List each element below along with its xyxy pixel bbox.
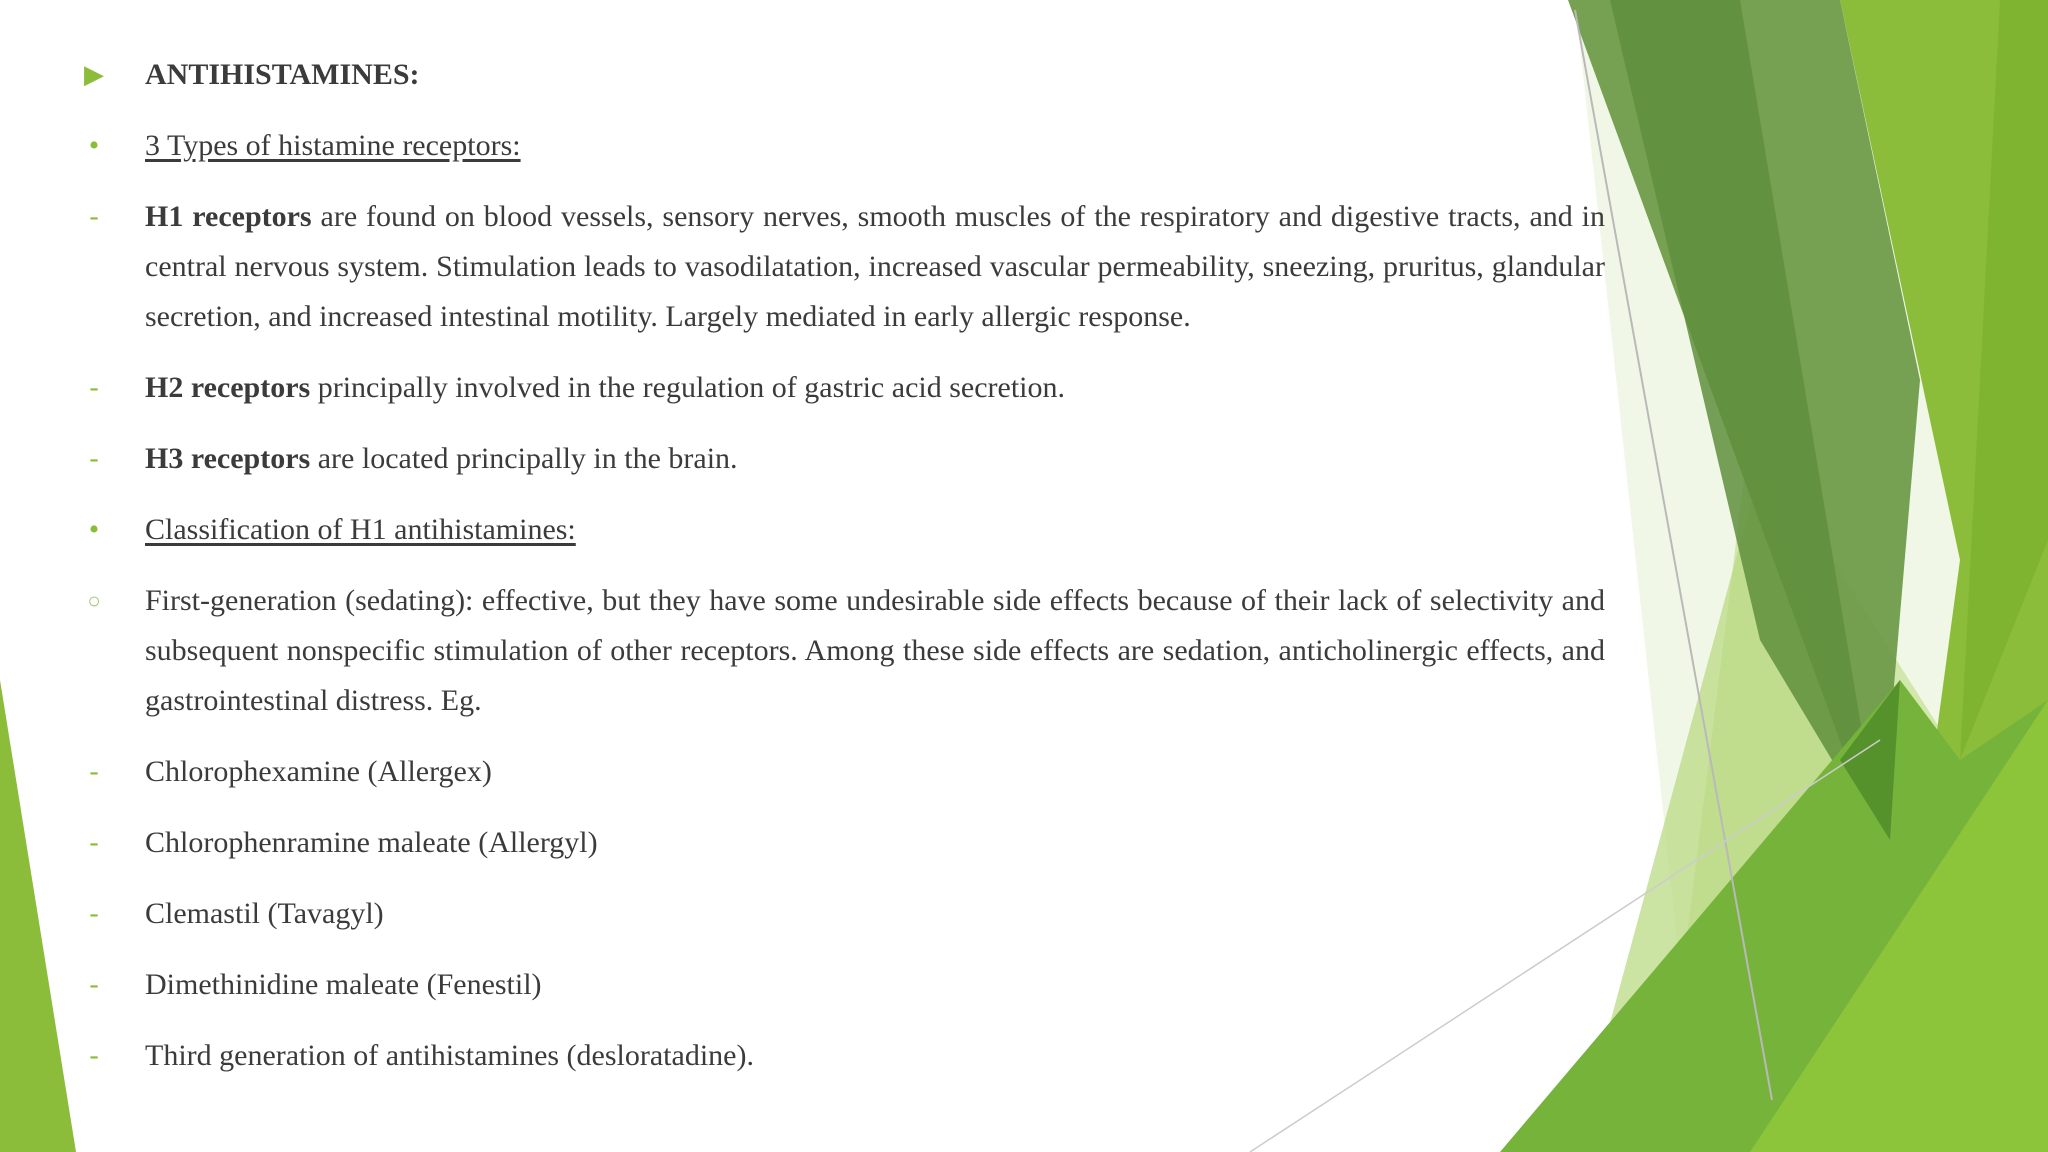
text-h3-receptors: are located principally in the brain.	[310, 442, 738, 475]
bullet-dash-icon: -	[89, 969, 99, 1000]
subheading-receptor-types: 3 Types of histamine receptors:	[145, 129, 521, 162]
drug-dimethinidine: Dimethinidine maleate (Fenestil)	[145, 968, 542, 1001]
paragraph-first-generation: First-generation (sedating): effective, but they have some undesirable side effects because of their lack of selectivity and subsequent nonspecific stimulation of other receptors. Among these side effects are sedation, anticholinergic effects, and gastrointestinal distress. Eg.	[145, 584, 1605, 717]
text-h1-receptors: are found on blood vessels, sensory nerves, smooth muscles of the respiratory and digestive tracts, and in central nervous system. Stimulation leads to vasodilatation, increased vascular permeability, sneezing, pruritus, glandular secretion, and increased intestinal motility. Largely mediated in early allergic response.	[145, 200, 1605, 333]
bullet-dash-icon: -	[89, 201, 99, 232]
bullet-circle-icon: ○	[87, 588, 101, 613]
term-h2-receptors: H2 receptors	[145, 371, 311, 404]
bullet-dash-icon: -	[89, 827, 99, 858]
drug-third-generation: Third generation of antihistamines (desloratadine).	[145, 1039, 754, 1072]
term-h1-receptors: H1 receptors	[145, 200, 312, 233]
paragraph-h2-receptors	[145, 363, 1605, 413]
bullet-dash-icon: -	[89, 372, 99, 403]
drug-clemastil: Clemastil (Tavagyl)	[145, 897, 384, 930]
text-h2-receptors: principally involved in the regulation of gastric acid secretion.	[310, 371, 1065, 404]
bullet-dot-icon: •	[88, 129, 100, 162]
drug-chlorophenramine: Chlorophenramine maleate (Allergyl)	[145, 826, 598, 859]
term-h3-receptors: H3 receptors	[145, 442, 311, 475]
bullet-dot-icon: •	[88, 513, 100, 546]
bullet-dash-icon: -	[89, 1040, 99, 1071]
drug-chlorophexamine: Chlorophexamine (Allergex)	[145, 755, 492, 788]
paragraph-h3-receptors	[145, 434, 1605, 484]
subheading-classification: Classification of H1 antihistamines:	[145, 513, 576, 546]
slide-title: ANTIHISTAMINES:	[145, 58, 420, 91]
bullet-dash-icon: -	[89, 443, 99, 474]
heading-arrow-icon: ▶	[84, 60, 104, 89]
paragraph-h1-receptors	[145, 192, 1605, 342]
bullet-dash-icon: -	[89, 898, 99, 929]
bullet-dash-icon: -	[89, 756, 99, 787]
